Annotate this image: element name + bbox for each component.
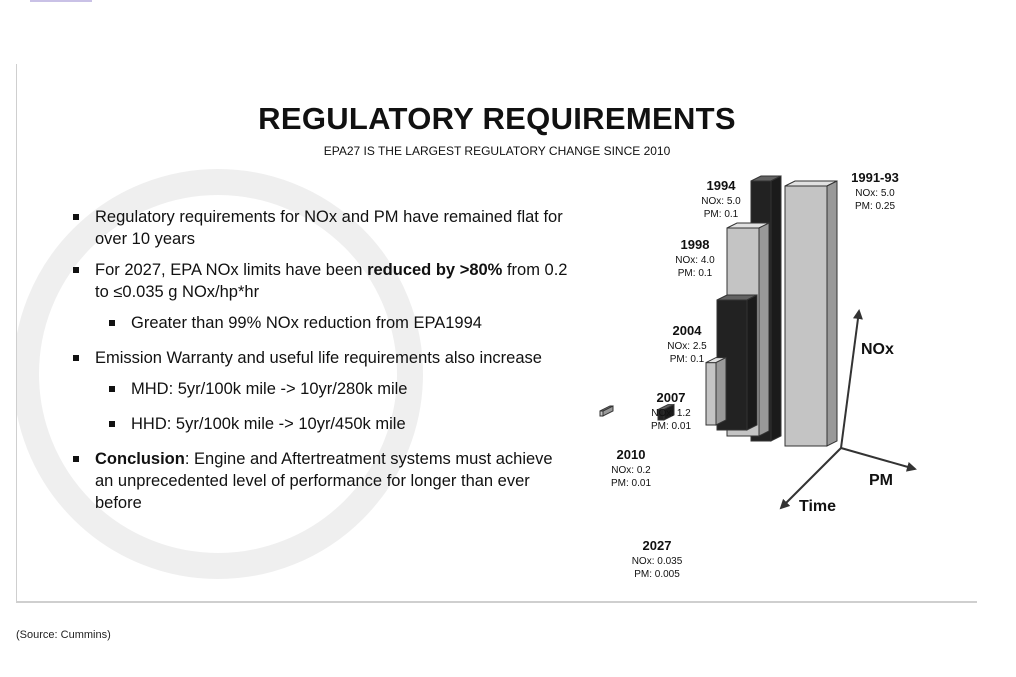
bullet-text: Emission Warranty and useful life requirements also increase xyxy=(95,349,542,367)
bar-1991-93 xyxy=(785,181,837,446)
bar-label-2007 xyxy=(651,390,691,432)
bar-pm-label: PM: 0.1 xyxy=(669,354,705,365)
pm-axis-label: PM xyxy=(869,472,893,489)
bar-label-1994 xyxy=(701,178,741,220)
bar-year-label: 1991-93 xyxy=(851,170,899,185)
bullet-text-bold: Conclusion xyxy=(95,450,185,468)
bar-label-2010 xyxy=(611,447,651,489)
source-caption: (Source: Cummins) xyxy=(16,629,111,641)
time-axis-label: Time xyxy=(799,498,837,515)
bar-nox-label: NOx: 4.0 xyxy=(675,255,715,266)
bar-year-label: 2007 xyxy=(656,390,686,405)
top-accent-bar xyxy=(30,0,92,2)
emissions-3d-bar-chart xyxy=(17,64,977,601)
bar-nox-label: NOx: 0.2 xyxy=(611,465,651,476)
bar-year-label: 1994 xyxy=(706,178,736,193)
bar-nox-label: NOx: 5.0 xyxy=(855,188,895,199)
bar-year-label: 2010 xyxy=(616,447,646,462)
bullet-text-pre: For 2027, EPA NOx limits have been xyxy=(95,261,368,279)
pm-axis-arrow xyxy=(841,448,915,469)
bar-pm-label: PM: 0.1 xyxy=(703,209,739,220)
bar-label-1998 xyxy=(675,237,715,279)
bar-2007 xyxy=(706,358,726,425)
bar-pm-label: PM: 0.005 xyxy=(634,569,680,580)
bullet-text: Greater than 99% NOx reduction from EPA1994 xyxy=(131,314,482,332)
bar-nox-label: NOx: 1.2 xyxy=(651,408,691,419)
bullet-text: HHD: 5yr/100k mile -> 10yr/450k mile xyxy=(131,415,406,433)
bar-pm-label: PM: 0.01 xyxy=(610,478,652,489)
bar-label-2027 xyxy=(632,538,683,580)
bar-nox-label: NOx: 0.035 xyxy=(631,556,683,567)
bullet-text-post: from 0.2 to ≤0.035 g NOx/hp*hr xyxy=(95,261,568,301)
bar-label-1991-93 xyxy=(851,170,899,212)
nox-axis-label: NOx xyxy=(861,341,894,358)
bar-2027 xyxy=(600,406,613,416)
slide xyxy=(16,64,977,603)
nox-axis-arrow xyxy=(841,311,859,448)
bar-year-label: 2027 xyxy=(642,538,672,553)
bullet-text: Regulatory requirements for NOx and PM have remained flat for over 10 years xyxy=(95,208,563,248)
slide-title: REGULATORY REQUIREMENTS xyxy=(258,101,736,136)
bar-pm-label: PM: 0.01 xyxy=(650,421,692,432)
bar-pm-label: PM: 0.1 xyxy=(677,268,713,279)
bar-year-label: 1998 xyxy=(680,237,710,252)
bullet-text-post: : Engine and Aftertreatment systems must achieve an unprecedented level of performance for longer than ever before xyxy=(95,450,553,512)
bar-year-label: 2004 xyxy=(672,323,702,338)
slide-subtitle: EPA27 IS THE LARGEST REGULATORY CHANGE SINCE 2010 xyxy=(323,144,671,158)
bar-nox-label: NOx: 5.0 xyxy=(701,196,741,207)
bar-pm-label: PM: 0.25 xyxy=(854,201,896,212)
bar-nox-label: NOx: 2.5 xyxy=(667,341,707,352)
bullet-text: MHD: 5yr/100k mile -> 10yr/280k mile xyxy=(131,380,408,398)
bullet-text-bold: reduced by >80% xyxy=(367,261,503,279)
bar-label-2004 xyxy=(667,323,707,365)
